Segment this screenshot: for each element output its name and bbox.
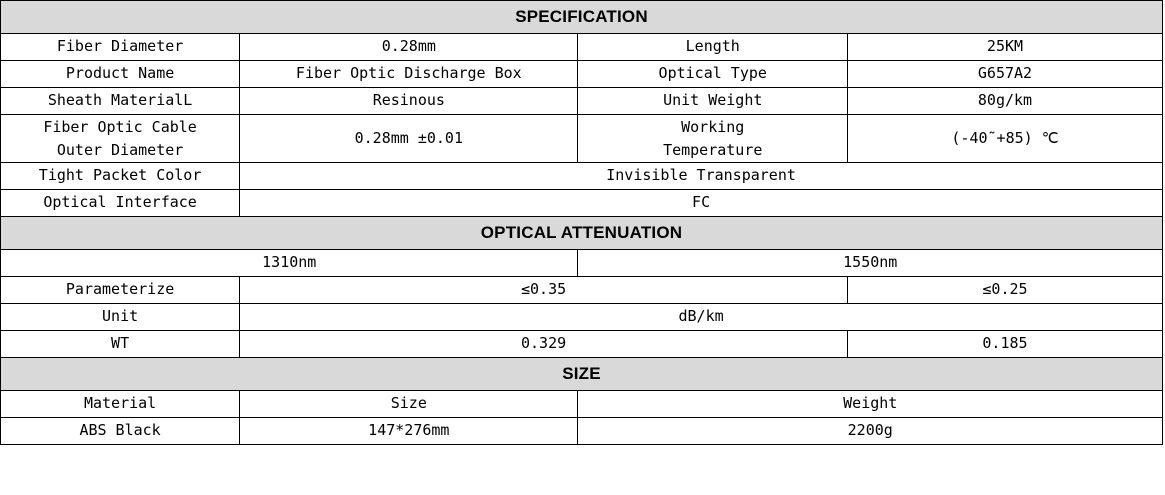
row-label-product-name: Product Name <box>1 61 240 88</box>
row-value-unit-weight: 80g/km <box>847 88 1162 115</box>
row-value-tight-packet-color: Invisible Transparent <box>240 163 1163 190</box>
section-header-optical-attenuation: OPTICAL ATTENUATION <box>1 217 1163 250</box>
table-row <box>1 358 1163 391</box>
table-row <box>1 331 1163 358</box>
row-label-parameterize: Parameterize <box>1 277 240 304</box>
row-label-working-temperature <box>578 115 848 163</box>
table-row <box>1 217 1163 250</box>
section-header-specification: SPECIFICATION <box>1 1 1163 34</box>
row-label-optical-interface: Optical Interface <box>1 190 240 217</box>
row-value-working-temperature: (-40˜+85) ℃ <box>847 115 1162 163</box>
wavelength-1310nm: 1310nm <box>1 250 578 277</box>
row-value-parameterize-1310: ≤0.35 <box>240 277 848 304</box>
column-header-material: Material <box>1 391 240 418</box>
table-row <box>1 88 1163 115</box>
row-label-optical-type: Optical Type <box>578 61 848 88</box>
row-value-parameterize-1550: ≤0.25 <box>847 277 1162 304</box>
column-header-weight: Weight <box>578 391 1163 418</box>
table-row <box>1 190 1163 217</box>
row-label-wt: WT <box>1 331 240 358</box>
table-row <box>1 418 1163 445</box>
table-row <box>1 277 1163 304</box>
label-line-2: Temperature <box>663 140 763 159</box>
column-header-size: Size <box>240 391 578 418</box>
label-line-1: Fiber Optic Cable <box>43 118 197 136</box>
row-value-optical-type: G657A2 <box>847 61 1162 88</box>
table-row <box>1 391 1163 418</box>
cell-weight: 2200g <box>578 418 1163 445</box>
label-line-2: Outer Diameter <box>56 140 184 159</box>
row-value-optical-interface: FC <box>240 190 1163 217</box>
row-label-unit: Unit <box>1 304 240 331</box>
table-row <box>1 1 1163 34</box>
row-value-fiber-diameter: 0.28mm <box>240 34 578 61</box>
row-value-unit: dB/km <box>240 304 1163 331</box>
table-row <box>1 34 1163 61</box>
wavelength-1550nm: 1550nm <box>578 250 1163 277</box>
row-value-wt-1550: 0.185 <box>847 331 1162 358</box>
row-value-outer-diameter: 0.28mm ±0.01 <box>240 115 578 163</box>
row-label-fiber-diameter: Fiber Diameter <box>1 34 240 61</box>
row-value-length: 25KM <box>847 34 1162 61</box>
cell-size: 147*276mm <box>240 418 578 445</box>
section-header-size: SIZE <box>1 358 1163 391</box>
table-row <box>1 115 1163 163</box>
row-value-product-name: Fiber Optic Discharge Box <box>240 61 578 88</box>
row-value-sheath-material: Resinous <box>240 88 578 115</box>
cell-material: ABS Black <box>1 418 240 445</box>
row-label-fiber-optic-cable-outer-diameter <box>1 115 240 163</box>
row-value-wt-1310: 0.329 <box>240 331 848 358</box>
row-label-sheath-material: Sheath MaterialL <box>1 88 240 115</box>
table-row <box>1 163 1163 190</box>
row-label-length: Length <box>578 34 848 61</box>
row-label-unit-weight: Unit Weight <box>578 88 848 115</box>
row-label-tight-packet-color: Tight Packet Color <box>1 163 240 190</box>
label-line-1: Working <box>681 118 745 136</box>
table-row <box>1 250 1163 277</box>
table-row <box>1 304 1163 331</box>
table-row <box>1 61 1163 88</box>
